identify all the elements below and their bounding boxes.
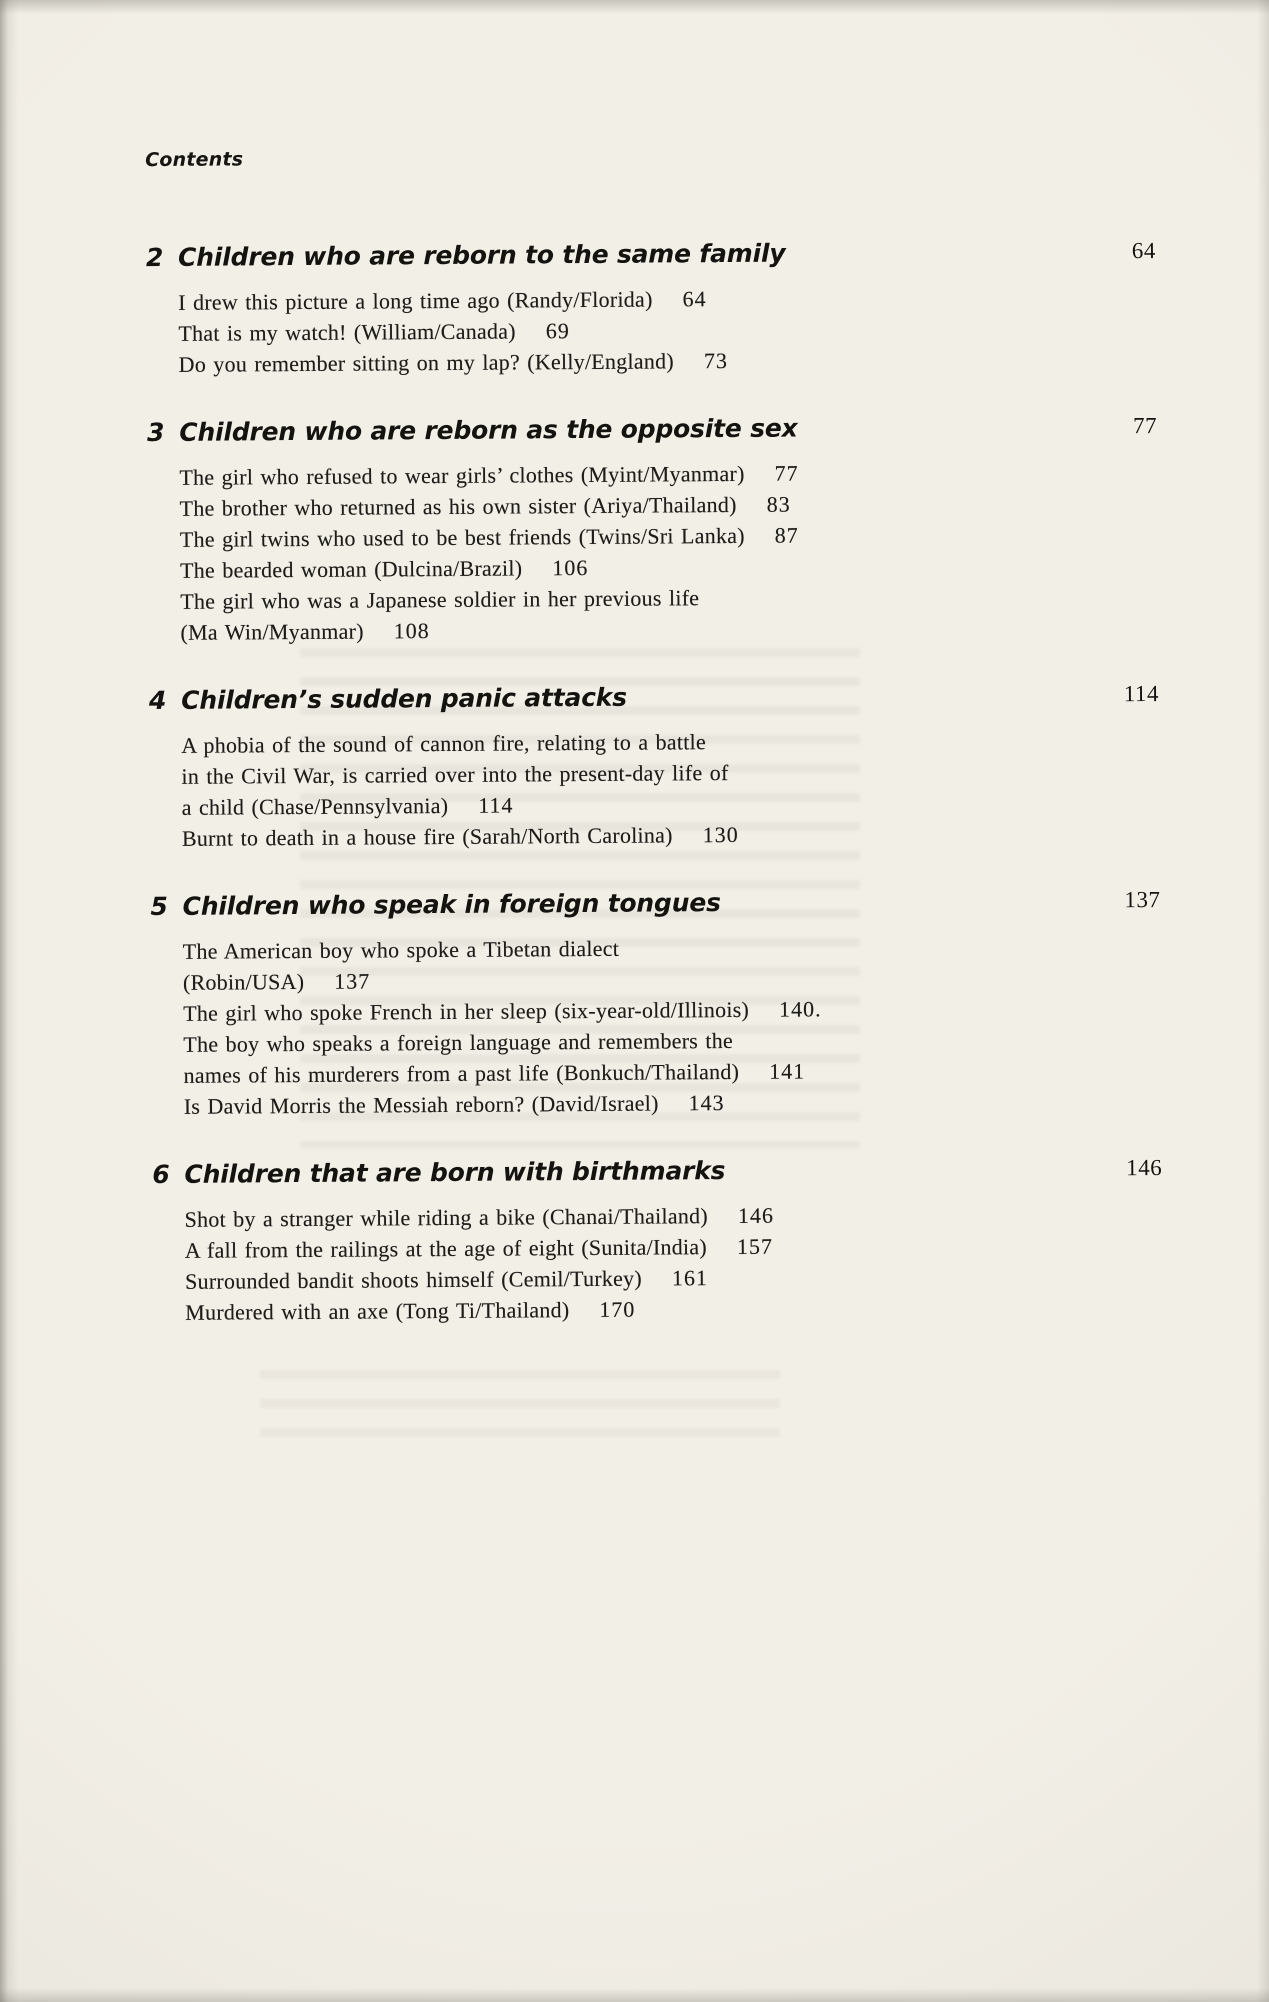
toc-section	[152, 1151, 1163, 1328]
section-title: Children who speak in foreign tongues	[182, 888, 721, 921]
toc-entry	[181, 723, 1160, 823]
toc-entry-line: Surrounded bandit shoots himself (Cemil/Turkey) 161	[185, 1259, 1163, 1297]
toc-section	[147, 409, 1159, 648]
toc-entry-line: The girl twins who used to be best friends (Twins/Sri Lanka) 87	[180, 517, 1158, 555]
section-page-number: 64	[1131, 238, 1156, 264]
toc-entry-page-number: 69	[545, 318, 570, 344]
page-title: Contents	[145, 148, 244, 172]
toc-entry-line: The girl who was a Japanese soldier in her previous life	[180, 585, 700, 614]
toc-entry-page-number: 143	[688, 1090, 725, 1116]
book-page	[145, 142, 1163, 1328]
section-page-number: 137	[1124, 886, 1161, 913]
toc-entry-line: Murdered with an axe (Tong Ti/Thailand) 170	[185, 1290, 1163, 1328]
section-heading	[150, 883, 1160, 924]
toc-entry-page-number: 137	[334, 968, 371, 994]
section-number: 6	[152, 1159, 170, 1190]
toc-entry	[184, 1084, 1162, 1122]
section-entries	[184, 1197, 1163, 1328]
section-heading	[152, 1151, 1162, 1192]
toc-entry	[179, 342, 1157, 380]
section-page-number: 77	[1132, 413, 1158, 439]
toc-entry-line: The brother who returned as his own sister (Ariya/Thailand) 83	[180, 486, 1158, 524]
reverse-page-bleed-through	[260, 1370, 780, 1440]
section-heading	[149, 677, 1159, 718]
toc-sections	[146, 234, 1164, 1328]
section-entries	[183, 929, 1162, 1122]
toc-entry-page-number: 108	[393, 618, 430, 644]
section-page-number: 114	[1123, 681, 1160, 707]
toc-entry-line: in the Civil War, is carried over into the present-day life of	[181, 760, 729, 789]
toc-entry-line: Shot by a stranger while riding a bike (Chanai/Thailand) 146	[184, 1197, 1162, 1235]
toc-entry	[182, 816, 1160, 854]
toc-entry-line: names of his murderers from a past life (Bonkuch/Thailand) 141	[183, 1053, 1161, 1091]
toc-entry-page-number: 64	[682, 286, 707, 312]
section-entries	[178, 280, 1157, 380]
toc-entry-line: The girl who spoke French in her sleep (six-year-old/Illinois) 140.	[183, 991, 1161, 1029]
section-title: Children’s sudden panic attacks	[181, 682, 627, 715]
section-number: 2	[145, 242, 164, 273]
section-number: 5	[150, 891, 168, 922]
toc-entry-line: A phobia of the sound of cannon fire, relating to a battle	[181, 729, 707, 758]
toc-entry-page-number: 73	[703, 348, 728, 374]
section-number: 4	[148, 685, 167, 716]
toc-entry	[183, 1022, 1161, 1091]
section-heading	[147, 409, 1157, 450]
section-entries	[181, 723, 1160, 854]
toc-entry-line: (Ma Win/Myanmar) 108	[180, 610, 1158, 648]
toc-entry	[180, 579, 1158, 648]
toc-entry-line: That is my watch! (William/Canada) 69	[178, 311, 1156, 349]
toc-entry-line: The American boy who spoke a Tibetan dialect	[182, 935, 620, 964]
section-title: Children who are reborn as the opposite sex	[179, 413, 798, 447]
section-number: 3	[147, 417, 165, 448]
toc-section	[150, 883, 1162, 1122]
toc-entry-page-number: 106	[552, 554, 589, 581]
toc-entry-page-number: 140.	[778, 996, 822, 1022]
toc-entry	[185, 1290, 1163, 1328]
section-page-number: 146	[1126, 1154, 1163, 1181]
toc-entry-line: Is David Morris the Messiah reborn? (David/Israel) 143	[184, 1084, 1162, 1122]
section-title: Children that are born with birthmarks	[184, 1156, 726, 1189]
toc-entry-line: The bearded woman (Dulcina/Brazil) 106	[180, 548, 1158, 586]
toc-entry	[183, 929, 1161, 998]
toc-entry-page-number: 87	[774, 522, 799, 548]
toc-entry-line: The boy who speaks a foreign language and remembers the	[183, 1027, 734, 1057]
toc-entry-line: A fall from the railings at the age of eight (Sunita/India) 157	[185, 1228, 1163, 1266]
section-title: Children who are reborn to the same family	[177, 238, 786, 272]
toc-entry-line: a child (Chase/Pennsylvania) 114	[182, 785, 1160, 823]
toc-entry-page-number: 141	[769, 1058, 806, 1084]
toc-entry-page-number: 114	[478, 792, 514, 818]
toc-entry-page-number: 130	[702, 821, 739, 848]
toc-entry-line: Do you remember sitting on my lap? (Kelly/England) 73	[179, 342, 1157, 380]
toc-entry-line: (Robin/USA) 137	[183, 960, 1161, 998]
toc-entry-page-number: 77	[774, 460, 799, 486]
toc-entry-page-number: 170	[599, 1296, 636, 1322]
toc-entry-page-number: 83	[766, 491, 791, 517]
toc-section	[149, 677, 1160, 854]
toc-section	[146, 234, 1157, 380]
toc-entry-line: I drew this picture a long time ago (Randy/Florida) 64	[178, 280, 1156, 318]
toc-entry-line: The girl who refused to wear girls’ clothes (Myint/Myanmar) 77	[179, 455, 1157, 493]
section-heading	[146, 234, 1156, 275]
toc-entry-page-number: 157	[736, 1233, 774, 1259]
toc-entry-page-number: 146	[737, 1202, 774, 1228]
section-entries	[179, 455, 1158, 648]
toc-entry-line: Burnt to death in a house fire (Sarah/North Carolina) 130	[182, 816, 1160, 854]
toc-entry-page-number: 161	[671, 1265, 709, 1291]
